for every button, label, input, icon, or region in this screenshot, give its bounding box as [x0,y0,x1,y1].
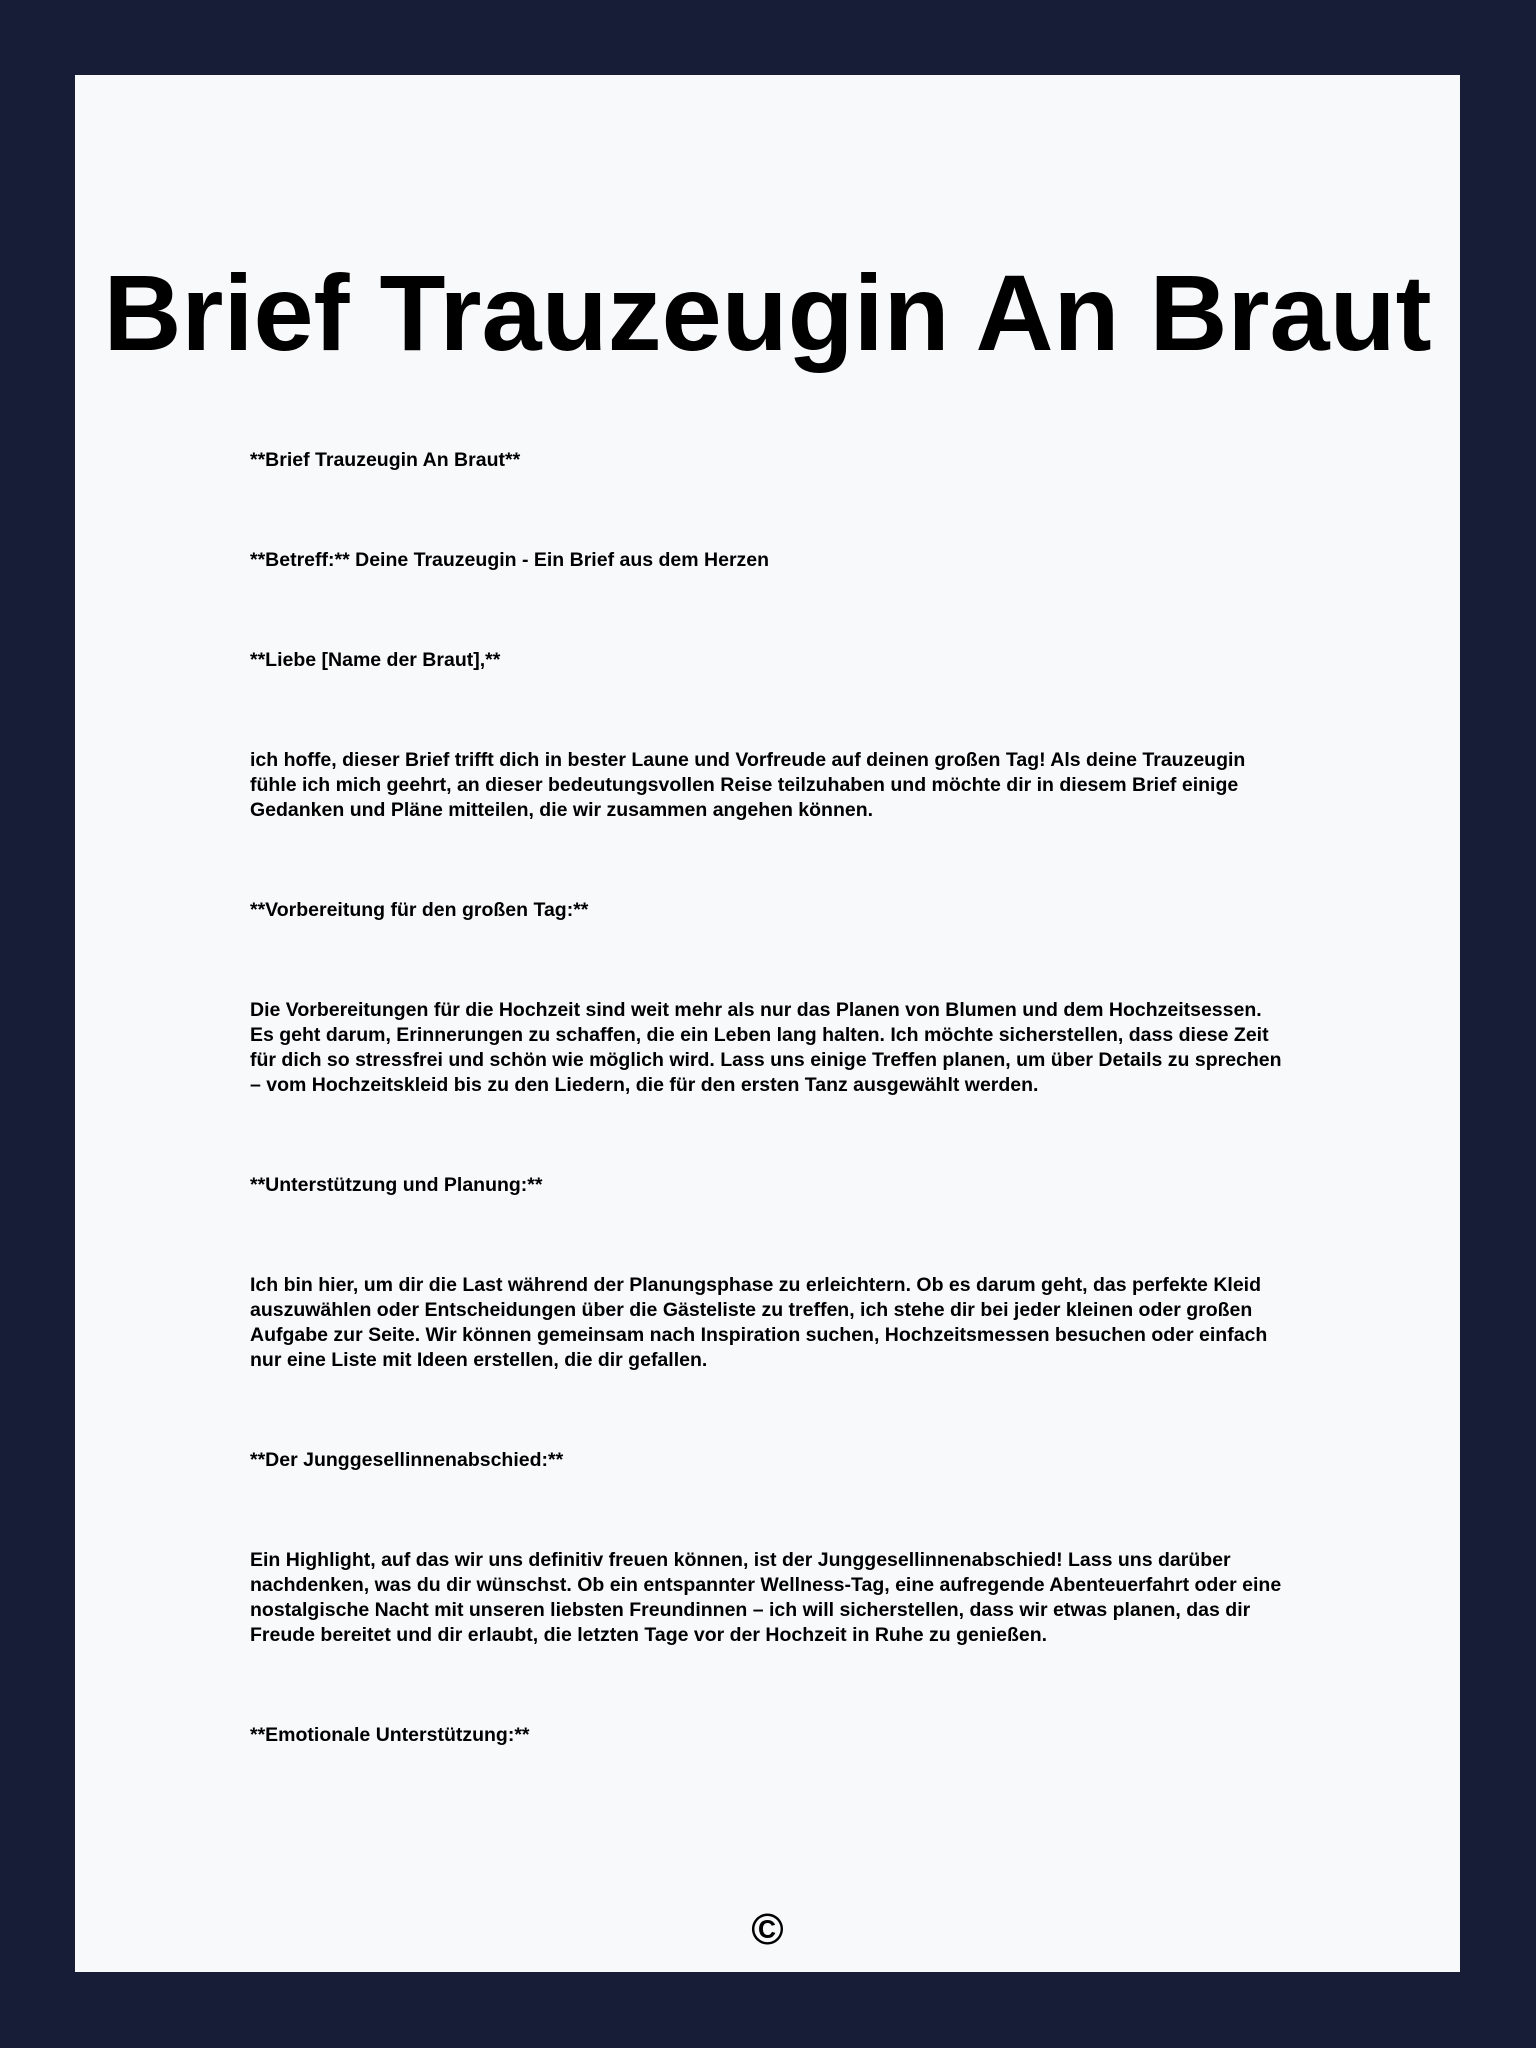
section-heading-emotional: **Emotionale Unterstützung:** [250,1724,530,1746]
section-heading-preparation: **Vorbereitung für den großen Tag:** [250,899,589,921]
letter-heading: **Brief Trauzeugin An Braut** [250,449,521,471]
paragraph-support: Ich bin hier, um dir die Last während der Planungsphase zu erleichtern. Ob es darum geht, das perfekte Kleid auszuwählen oder Entscheidungen über die Gästeliste zu treffen, ich stehe dir bei jeder kleinen oder großen Aufgabe zur Seite. Wir können gemeinsam nach Inspiration suchen, Hochzeitsmessen besuchen oder einfach nur eine Liste mit Ideen erstellen, die dir gefallen. [250,1274,1268,1371]
paragraph-intro: ich hoffe, dieser Brief trifft dich in bester Laune und Vorfreude auf deinen großen Tag! Als deine Trauzeugin fühle ich mich geehrt, an dieser bedeutungsvollen Reise teilzuhaben und möchte dir in diesem Brief einige Gedanken und Pläne mitteilen, die wir zusammen angehen können. [250,749,1246,821]
section-heading-support: **Unterstützung und Planung:** [250,1174,543,1196]
document-page [75,75,1460,1972]
paragraph-bachelorette: Ein Highlight, auf das wir uns definitiv freuen können, ist der Junggesellinnenabschied! Lass uns darüber nachdenken, was du dir wünschst. Ob ein entspannter Wellness-Tag, eine aufregende Abenteuerfahrt oder eine nostalgische Nacht mit unseren liebsten Freundinnen – ich will sicherstellen, dass wir etwas planen, das dir Freude bereitet und dir erlaubt, die letzten Tage vor der Hochzeit in Ruhe zu genießen. [250,1549,1282,1646]
letter-content [250,448,1285,1823]
subject-line: **Betreff:** Deine Trauzeugin - Ein Brief aus dem Herzen [250,549,770,571]
page-title: Brief Trauzeugin An Braut [103,252,1432,373]
section-heading-bachelorette: **Der Junggesellinnenabschied:** [250,1449,564,1471]
paragraph-preparation: Die Vorbereitungen für die Hochzeit sind weit mehr als nur das Planen von Blumen und dem Hochzeitsessen. Es geht darum, Erinnerungen zu schaffen, die ein Leben lang halten. Ich möchte sicherstellen, dass diese Zeit für dich so stressfrei und schön wie möglich wird. Lass uns einige Treffen planen, um über Details zu sprechen – vom Hochzeitskleid bis zu den Liedern, die für den ersten Tanz ausgewählt werden. [250,999,1282,1096]
salutation: **Liebe [Name der Braut],** [250,649,501,671]
copyright-icon: © [751,1905,784,1954]
